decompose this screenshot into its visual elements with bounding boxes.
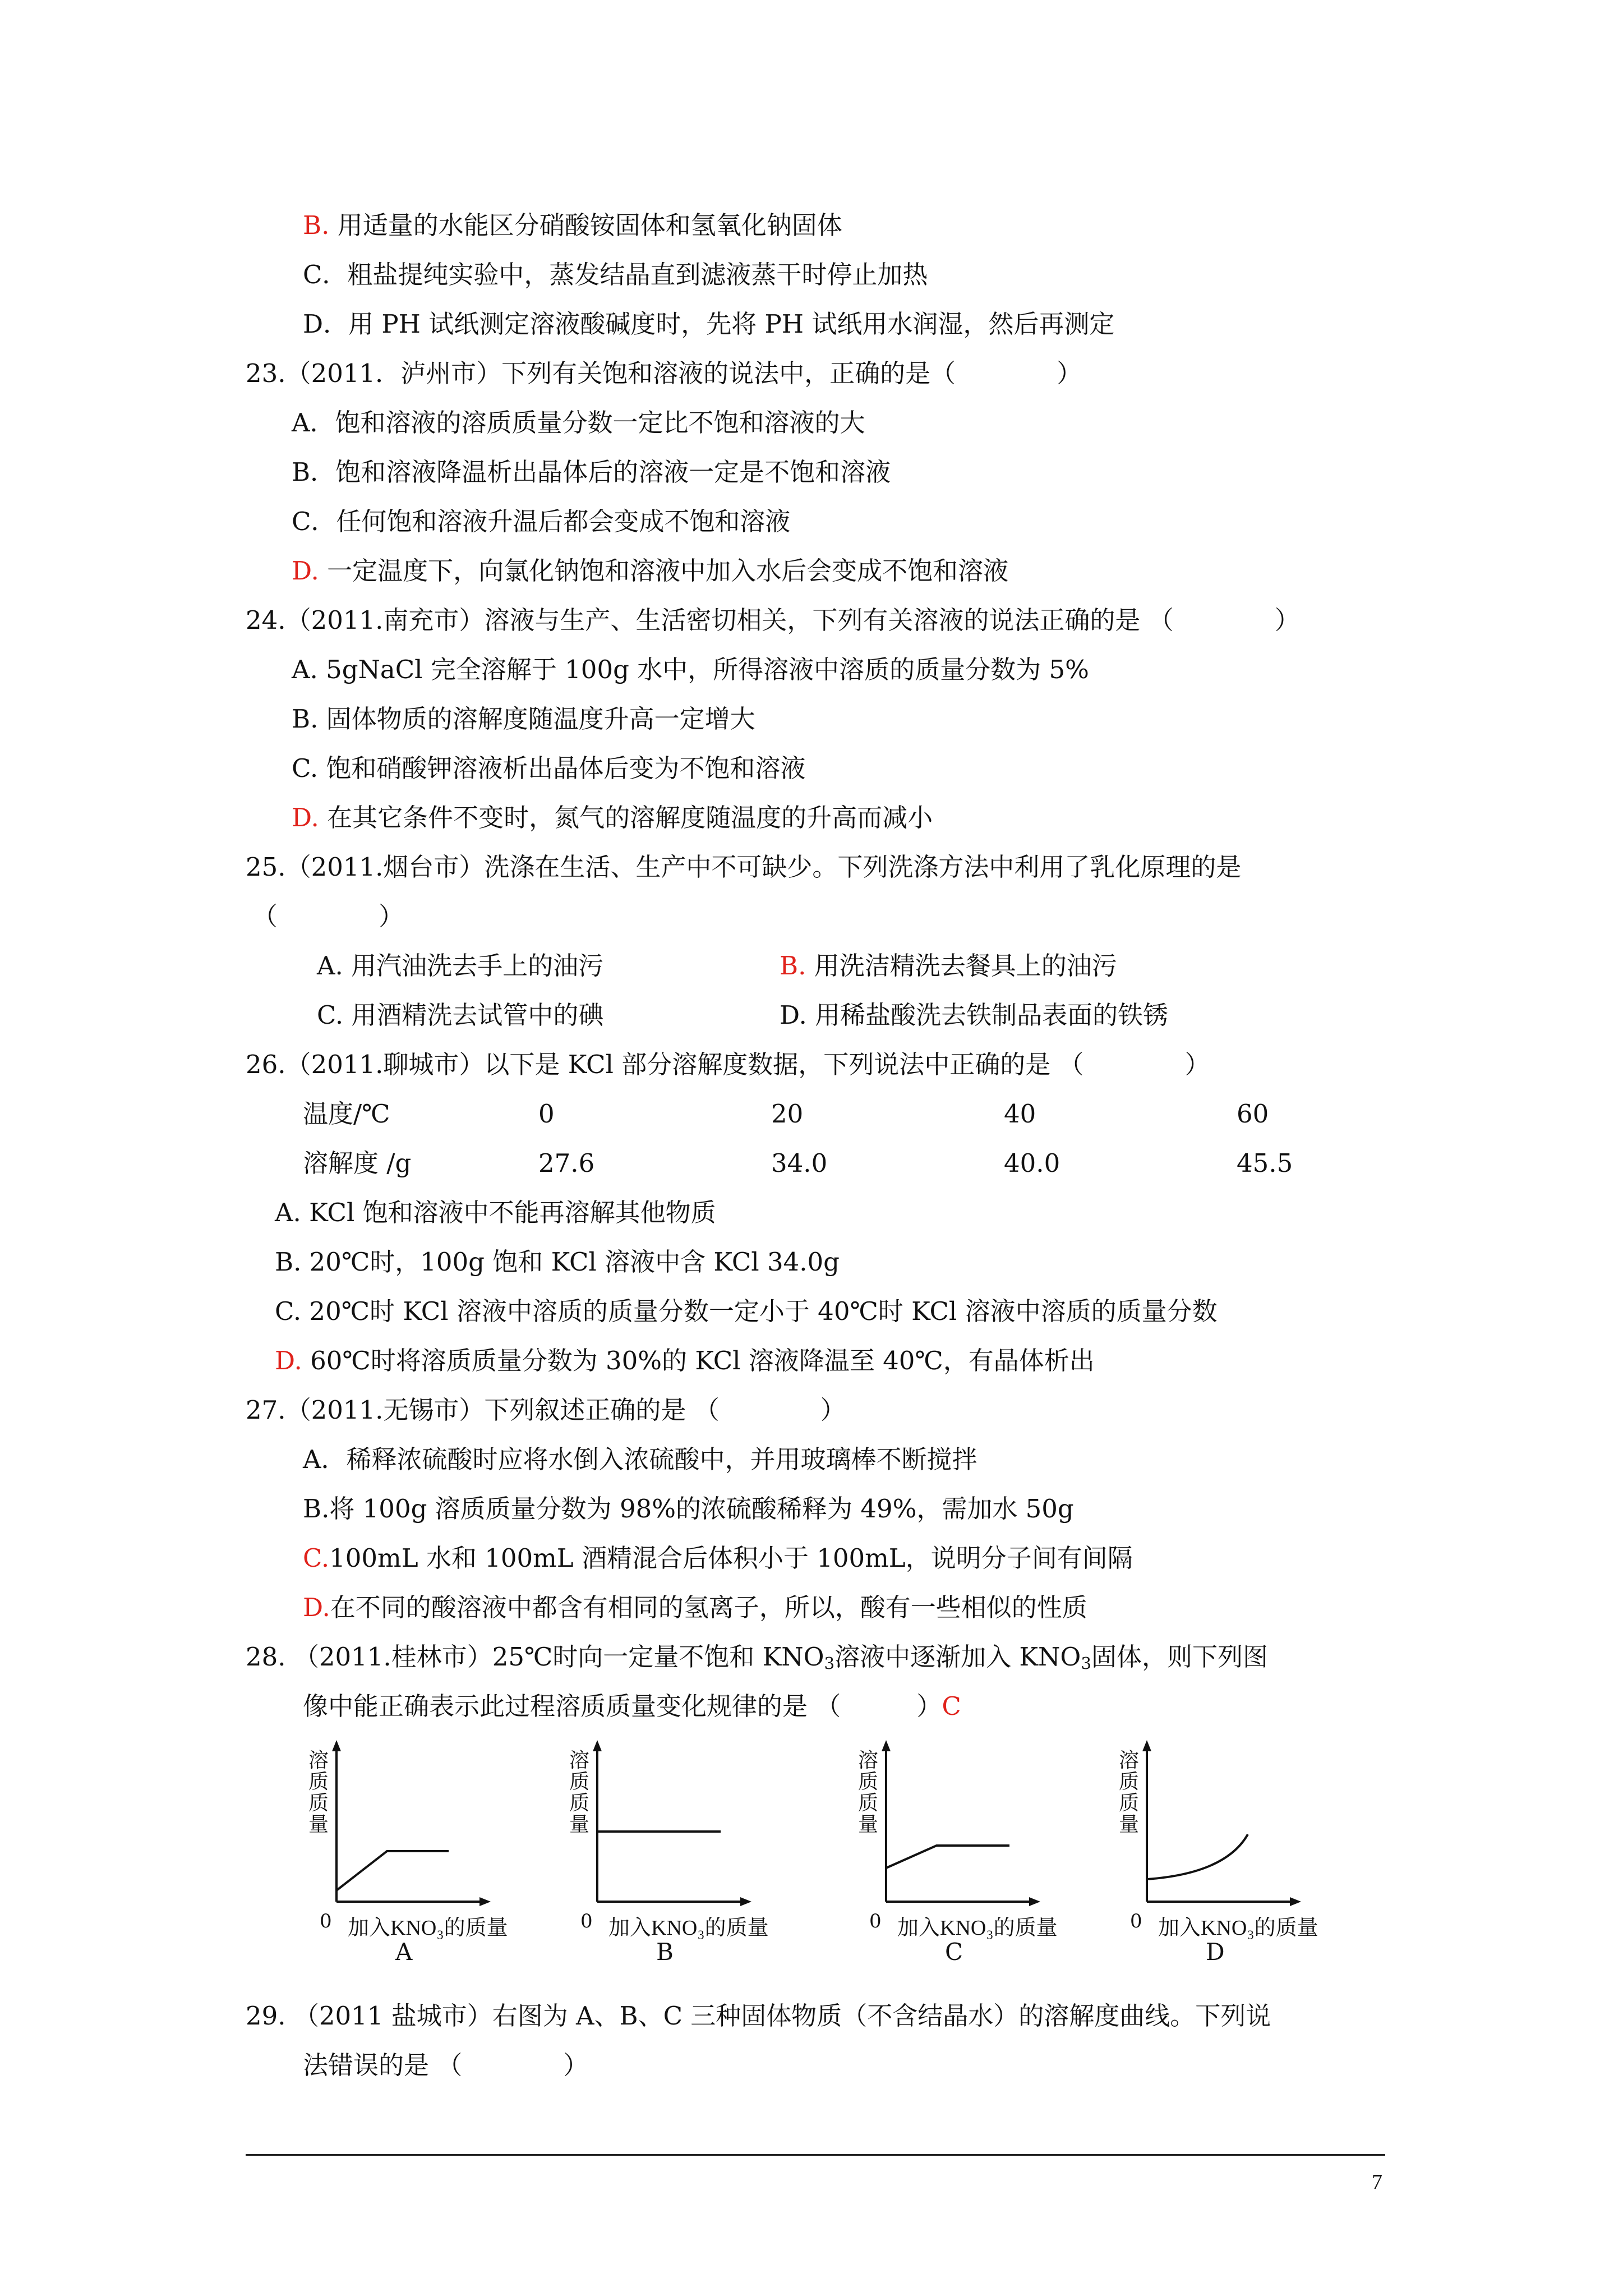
graph-axes bbox=[847, 1739, 1082, 1907]
table-row-label: 溶解度 /g bbox=[303, 1148, 412, 1178]
table-cell: 60 bbox=[1237, 1099, 1269, 1129]
stem-part: 固体，则下列图 bbox=[1091, 1642, 1268, 1672]
stem-part: 像中能正确表示此过程溶质质量变化规律的是 （ ） bbox=[303, 1691, 942, 1721]
answer-mark: C bbox=[942, 1691, 961, 1721]
y-axis-label-char: 质 bbox=[857, 1770, 878, 1793]
x-axis-arrow bbox=[1290, 1897, 1301, 1906]
origin-label: 0 bbox=[1130, 1910, 1142, 1932]
mass-curve bbox=[336, 1851, 449, 1890]
q23-option-b: B．饱和溶液降温析出晶体后的溶液一定是不饱和溶液 bbox=[292, 457, 891, 487]
q26-option-b: B. 20℃时，100g 饱和 KCl 溶液中含 KCl 34.0g bbox=[275, 1247, 840, 1277]
table-row-label: 温度/℃ bbox=[303, 1099, 390, 1129]
page-number: 7 bbox=[1372, 2170, 1382, 2194]
graph-d bbox=[1108, 1739, 1343, 1966]
answer-letter: B. bbox=[303, 210, 330, 240]
graph-letter: C bbox=[945, 1938, 963, 1966]
y-axis-label-char: 质 bbox=[569, 1792, 589, 1815]
subscript: 3 bbox=[1081, 1653, 1091, 1673]
q23-stem: 23.（2011．泸州市）下列有关饱和溶液的说法中，正确的是（ ） bbox=[246, 358, 1082, 388]
graph-axes bbox=[558, 1739, 794, 1907]
q25-option-a: A. 用汽油洗去手上的油污 bbox=[317, 951, 604, 981]
q27-stem: 27.（2011.无锡市）下列叙述正确的是 （ ） bbox=[246, 1395, 846, 1425]
q22-option-b bbox=[303, 209, 842, 242]
table-cell: 20 bbox=[771, 1099, 804, 1129]
option-text: 60℃时将溶质质量分数为 30%的 KCl 溶液降温至 40℃，有晶体析出 bbox=[310, 1346, 1095, 1375]
mass-curve bbox=[886, 1846, 1009, 1868]
y-axis-label-char: 质 bbox=[1118, 1770, 1139, 1793]
q28-stem-line2 bbox=[303, 1690, 961, 1723]
graph-letter: A bbox=[395, 1938, 413, 1966]
q25-option-c: C. 用酒精洗去试管中的碘 bbox=[317, 1000, 604, 1030]
y-axis-label-char: 质 bbox=[569, 1770, 589, 1793]
q25-stem: 25.（2011.烟台市）洗涤在生活、生产中不可缺少。下列洗涤方法中利用了乳化原理的是 bbox=[246, 852, 1242, 882]
table-cell: 0 bbox=[538, 1099, 555, 1129]
x-axis-arrow bbox=[1029, 1897, 1040, 1906]
y-axis-label-char: 溶 bbox=[569, 1749, 589, 1772]
table-cell: 45.5 bbox=[1237, 1148, 1293, 1178]
q24-option-b: B. 固体物质的溶解度随温度升高一定增大 bbox=[292, 704, 755, 734]
q27-option-b: B.将 100g 溶质质量分数为 98%的浓硫酸稀释为 49%，需加水 50g bbox=[303, 1494, 1074, 1524]
y-axis-label-char: 量 bbox=[569, 1813, 589, 1836]
answer-letter: D. bbox=[292, 556, 319, 586]
y-axis-label-char: 溶 bbox=[1118, 1749, 1139, 1772]
y-axis-label-char: 质 bbox=[1118, 1792, 1139, 1815]
q23-option-c: C．任何饱和溶液升温后都会变成不饱和溶液 bbox=[292, 507, 791, 536]
x-axis-label: 加入KNO₃的质量 bbox=[897, 1916, 1058, 1940]
graph-c bbox=[847, 1739, 1082, 1966]
answer-letter: B. bbox=[780, 951, 806, 981]
q27-option-c bbox=[303, 1542, 1133, 1575]
q26-option-a: A. KCl 饱和溶液中不能再溶解其他物质 bbox=[275, 1198, 716, 1227]
table-cell: 34.0 bbox=[771, 1148, 828, 1178]
x-axis-arrow bbox=[740, 1897, 751, 1906]
origin-label: 0 bbox=[869, 1910, 882, 1932]
table-cell: 40.0 bbox=[1004, 1148, 1061, 1178]
x-axis-label: 加入KNO₃的质量 bbox=[608, 1916, 769, 1940]
q24-option-a: A. 5gNaCl 完全溶解于 100g 水中，所得溶液中溶质的质量分数为 5% bbox=[292, 655, 1089, 684]
graph-a bbox=[297, 1739, 533, 1966]
q24-option-d bbox=[292, 801, 933, 835]
x-axis-label: 加入KNO₃的质量 bbox=[1158, 1916, 1318, 1940]
graph-letter: D bbox=[1206, 1938, 1225, 1966]
q24-stem: 24.（2011.南充市）溶液与生产、生活密切相关，下列有关溶液的说法正确的是 （ ） bbox=[246, 605, 1300, 635]
x-axis-arrow bbox=[479, 1897, 491, 1906]
answer-letter: D. bbox=[275, 1346, 302, 1375]
q22-option-c: C．粗盐提纯实验中，蒸发结晶直到滤液蒸干时停止加热 bbox=[303, 260, 928, 289]
footer-rule bbox=[246, 2154, 1385, 2156]
q29-stem: 29. （2011 盐城市）右图为 A、B、C 三种固体物质（不含结晶水）的溶解度曲线。下列说 bbox=[246, 2001, 1271, 2031]
subscript: 3 bbox=[824, 1653, 835, 1673]
q25-option-d: D. 用稀盐酸洗去铁制品表面的铁锈 bbox=[780, 1000, 1169, 1030]
answer-letter: D. bbox=[292, 803, 319, 832]
answer-letter: D. bbox=[303, 1593, 330, 1622]
graph-axes bbox=[297, 1739, 533, 1907]
option-text: 100mL 水和 100mL 酒精混合后体积小于 100mL，说明分子间有间隔 bbox=[329, 1543, 1133, 1573]
y-axis-arrow bbox=[1142, 1740, 1151, 1751]
graph-letter: B bbox=[656, 1938, 674, 1966]
q26-option-c: C. 20℃时 KCl 溶液中溶质的质量分数一定小于 40℃时 KCl 溶液中溶质的质量分数 bbox=[275, 1296, 1218, 1326]
graph-b bbox=[558, 1739, 794, 1966]
table-cell: 40 bbox=[1004, 1099, 1036, 1129]
origin-label: 0 bbox=[580, 1910, 593, 1932]
q23-option-a: A．饱和溶液的溶质质量分数一定比不饱和溶液的大 bbox=[292, 408, 865, 438]
y-axis-label-char: 量 bbox=[308, 1813, 329, 1836]
y-axis-label-char: 质 bbox=[308, 1770, 329, 1793]
option-text: 用洗洁精洗去餐具上的油污 bbox=[814, 951, 1117, 981]
origin-label: 0 bbox=[320, 1910, 332, 1932]
y-axis-label-char: 量 bbox=[1118, 1813, 1139, 1836]
option-text: 在不同的酸溶液中都含有相同的氢离子，所以，酸有一些相似的性质 bbox=[330, 1593, 1087, 1622]
q25-answer-paren: （ ） bbox=[252, 901, 404, 931]
y-axis-arrow bbox=[593, 1740, 602, 1751]
q25-option-b bbox=[780, 949, 1117, 983]
q26-stem: 26.（2011.聊城市）以下是 KCl 部分溶解度数据，下列说法中正确的是 （ ） bbox=[246, 1050, 1210, 1079]
y-axis-arrow bbox=[332, 1740, 341, 1751]
q29-stem-line2: 法错误的是 （ ） bbox=[303, 2050, 589, 2080]
q23-option-d bbox=[292, 554, 1008, 588]
answer-letter: C. bbox=[303, 1543, 330, 1573]
q24-option-c: C. 饱和硝酸钾溶液析出晶体后变为不饱和溶液 bbox=[292, 753, 806, 783]
stem-part: 溶液中逐渐加入 KNO bbox=[834, 1642, 1081, 1672]
y-axis-label-char: 量 bbox=[857, 1813, 878, 1836]
mass-curve bbox=[1147, 1834, 1248, 1879]
q27-option-a: A．稀释浓硫酸时应将水倒入浓硫酸中，并用玻璃棒不断搅拌 bbox=[303, 1444, 978, 1474]
q28-stem bbox=[246, 1640, 1268, 1680]
y-axis-label-char: 质 bbox=[857, 1792, 878, 1815]
y-axis-label-char: 质 bbox=[308, 1792, 329, 1815]
y-axis-label-char: 溶 bbox=[857, 1749, 878, 1772]
graph-axes bbox=[1108, 1739, 1343, 1907]
stem-part: 28. （2011.桂林市）25℃时向一定量不饱和 KNO bbox=[246, 1642, 824, 1672]
option-text: 用适量的水能区分硝酸铵固体和氢氧化钠固体 bbox=[337, 210, 842, 240]
table-cell: 27.6 bbox=[538, 1148, 595, 1178]
y-axis-arrow bbox=[882, 1740, 891, 1751]
option-text: 一定温度下，向氯化钠饱和溶液中加入水后会变成不饱和溶液 bbox=[327, 556, 1009, 586]
x-axis-label: 加入KNO₃的质量 bbox=[348, 1916, 508, 1940]
option-text: 在其它条件不变时，氮气的溶解度随温度的升高而减小 bbox=[327, 803, 933, 832]
q22-option-d: D．用 PH 试纸测定溶液酸碱度时，先将 PH 试纸用水润湿，然后再测定 bbox=[303, 309, 1115, 339]
y-axis-label-char: 溶 bbox=[308, 1749, 329, 1772]
q27-option-d bbox=[303, 1591, 1087, 1625]
q26-option-d bbox=[275, 1344, 1095, 1378]
